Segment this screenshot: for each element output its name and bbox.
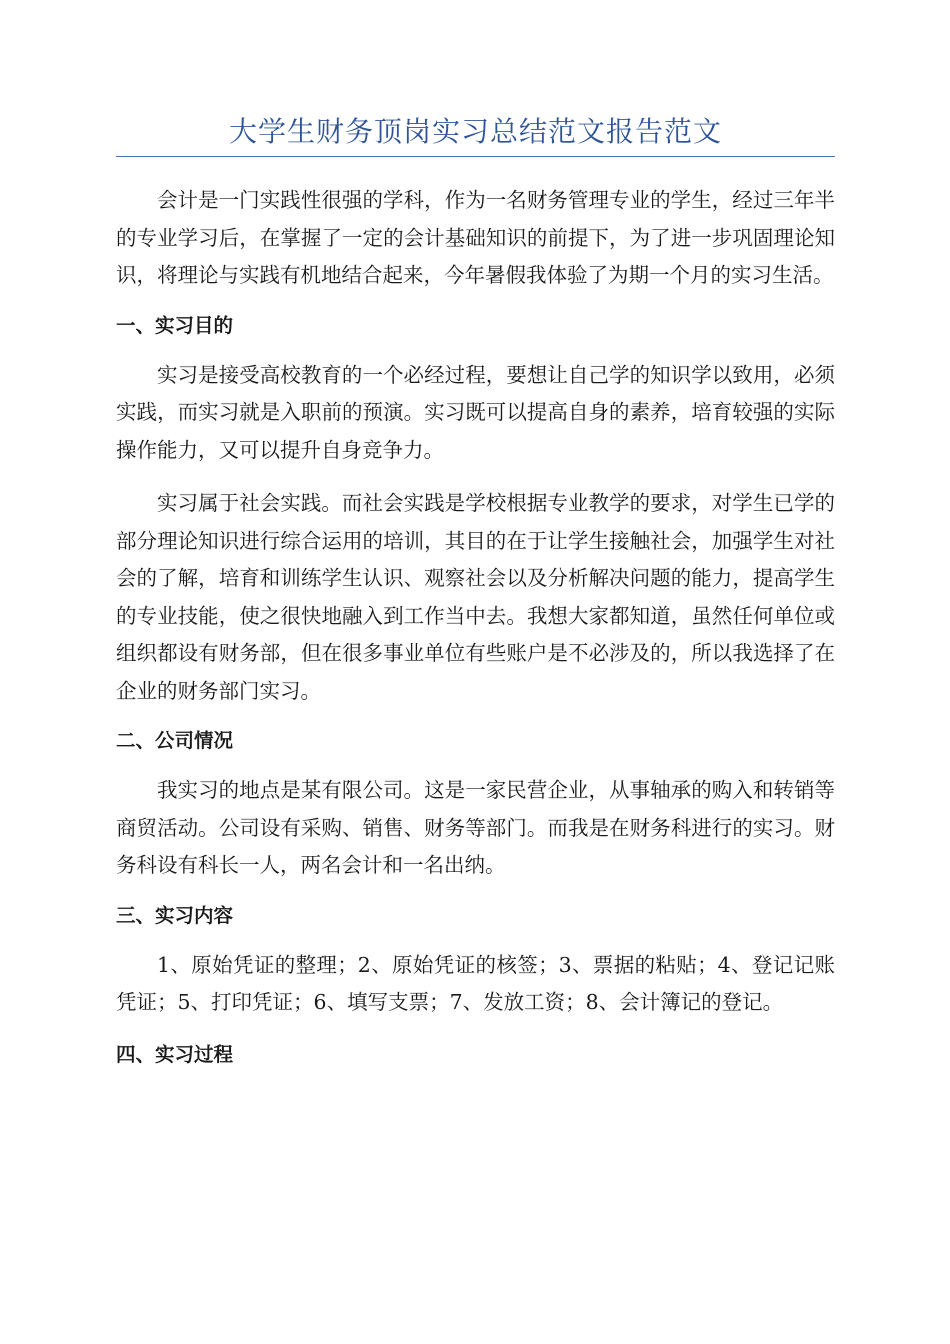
document-page <box>116 110 835 1070</box>
content-paragraph: 1、原始凭证的整理；2、原始凭证的核签；3、票据的粘贴；4、登记记账凭证；5、打印凭证；6、填写支票；7、发放工资；8、会计簿记的登记。 <box>116 952 835 1014</box>
page-title: 大学生财务顶岗实习总结范文报告范文 <box>116 110 835 157</box>
section-heading-purpose: 一、实习目的 <box>116 313 234 337</box>
section-heading-content: 三、实习内容 <box>116 903 234 927</box>
purpose-paragraph-1: 实习是接受高校教育的一个必经过程，要想让自己学的知识学以致用，必须实践，而实习就是入职前的预演。实习既可以提高自身的素养，培育较强的实际操作能力，又可以提升自身竞争力。 <box>116 362 835 462</box>
intro-paragraph: 会计是一门实践性很强的学科，作为一名财务管理专业的学生，经过三年半的专业学习后，在掌握了一定的会计基础知识的前提下，为了进一步巩固理论知识，将理论与实践有机地结合起来，今年暑假我体验了为期一个月的实习生活。 <box>116 188 835 287</box>
section-heading-process: 四、实习过程 <box>116 1042 234 1066</box>
purpose-paragraph-2: 实习属于社会实践。而社会实践是学校根据专业教学的要求，对学生已学的部分理论知识进行综合运用的培训，其目的在于让学生接触社会，加强学生对社会的了解，培育和训练学生认识、观察社会以及分析解决问题的能力，提高学生的专业技能，使之很快地融入到工作当中去。我想大家都知道，虽然任何单位或组织都设有财务部，但在很多事业单位有些账户是不必涉及的，所以我选择了在企业的财务部门实习。 <box>116 491 835 703</box>
section-heading-company: 二、公司情况 <box>116 729 234 752</box>
company-paragraph: 我实习的地点是某有限公司。这是一家民营企业，从事轴承的购入和转销等商贸活动。公司设有采购、销售、财务等部门。而我是在财务科进行的实习。财务科设有科长一人，两名会计和一名出纳。 <box>116 778 835 877</box>
